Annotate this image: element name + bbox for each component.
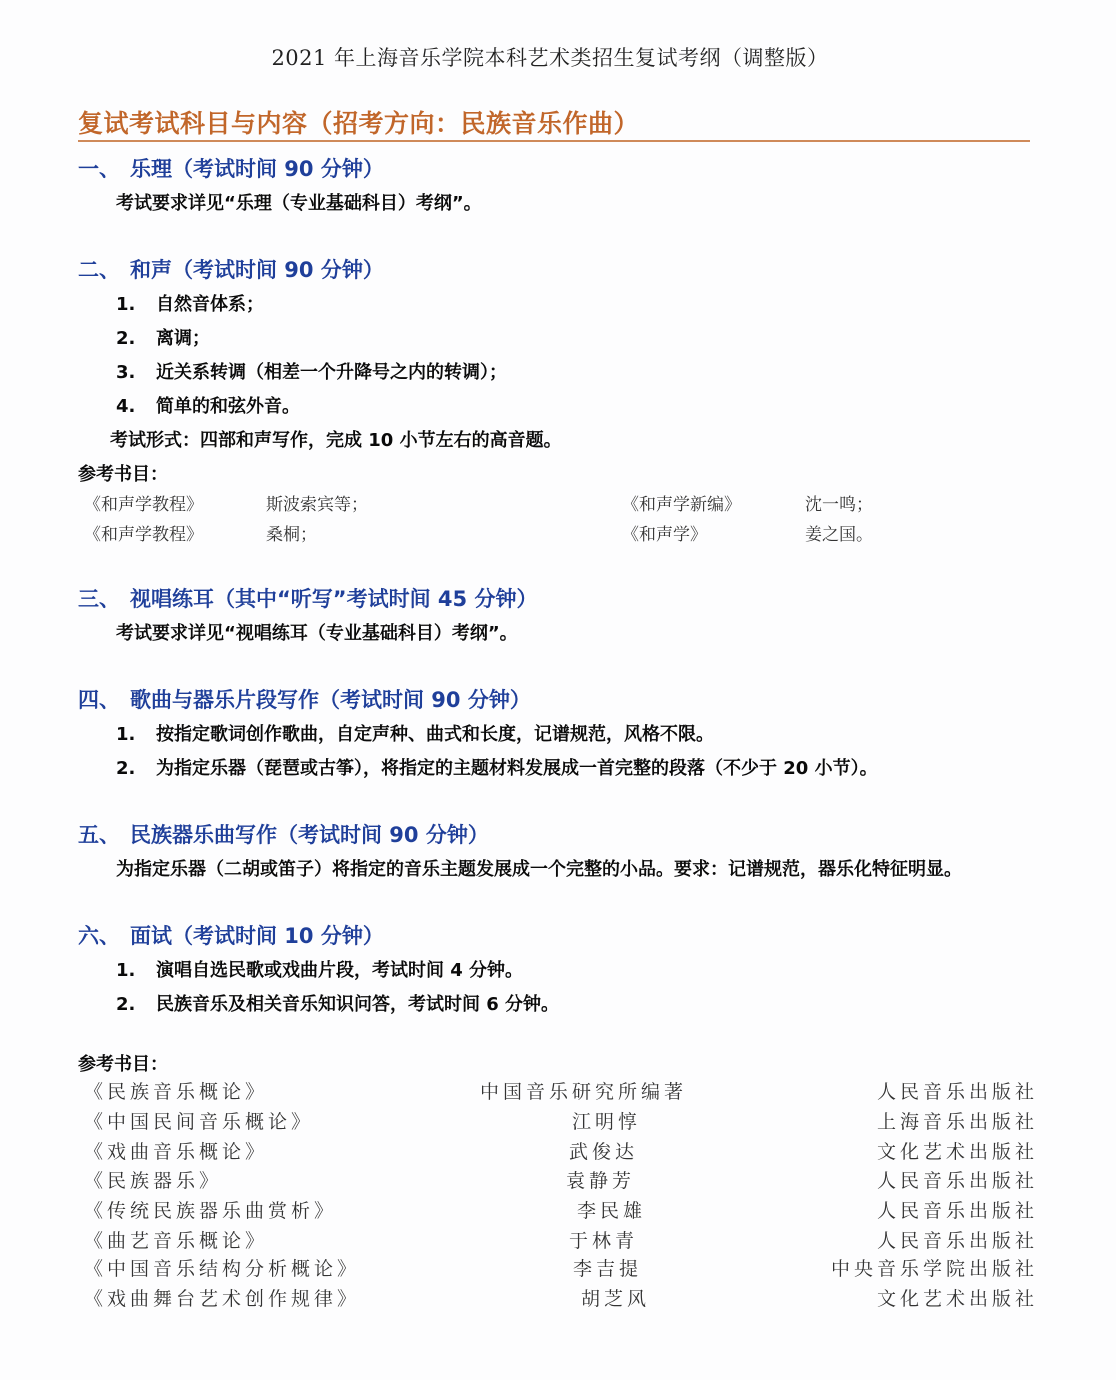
item-text: 近关系转调（相差一个升降号之内的转调）； [156, 362, 507, 383]
item-text: 为指定乐器（琵琶或古筝），将指定的主题材料发展成一首完整的段落（不少于 20 小节）。 [156, 758, 878, 779]
ref-author: 斯波索宾等； [266, 495, 368, 515]
item-number: 2. [116, 328, 136, 349]
ref-author: 姜之国。 [805, 525, 873, 545]
section-2-title [78, 254, 384, 284]
ref-book: 《中国音乐结构分析概论》 [84, 1258, 361, 1280]
section-5-title [78, 819, 489, 849]
item-number: 2. [116, 994, 136, 1015]
ref-publisher: 人民音乐出版社 [876, 1200, 1038, 1222]
ref-book: 《戏曲舞台艺术创作规律》 [84, 1288, 361, 1310]
section-title-text: 歌曲与器乐片段写作（考试时间 90 分钟） [130, 688, 531, 712]
ref-author: 武俊达 [569, 1141, 639, 1163]
list-item [116, 720, 714, 746]
ref-author: 于林青 [569, 1230, 639, 1252]
reference-label: 参考书目： [78, 464, 168, 485]
item-text: 民族音乐及相关音乐知识问答，考试时间 6 分钟。 [156, 994, 560, 1015]
ref-author: 沈一鸣； [805, 495, 873, 515]
section-4-title [78, 684, 531, 714]
section-number: 三、 [78, 587, 120, 611]
item-number: 1. [116, 960, 136, 981]
section-number: 六、 [78, 924, 120, 948]
list-item [116, 754, 878, 780]
section-title-text: 视唱练耳（其中“听写”考试时间 45 分钟） [130, 587, 538, 611]
section-1-title [78, 153, 384, 183]
section-5-text: 为指定乐器（二胡或笛子）将指定的音乐主题发展成一个完整的小品。要求：记谱规范，器乐化特征明显。 [116, 859, 962, 880]
ref-book: 《民族器乐》 [84, 1170, 223, 1192]
section-title-text: 面试（考试时间 10 分钟） [130, 924, 384, 948]
exam-form: 考试形式：四部和声写作，完成 10 小节左右的高音题。 [110, 430, 562, 451]
list-item [116, 290, 264, 316]
ref-book: 《和声学教程》 [84, 525, 203, 545]
ref-book: 《和声学教程》 [84, 495, 203, 515]
section-1-text: 考试要求详见“乐理（专业基础科目）考纲”。 [116, 193, 482, 214]
ref-publisher: 文化艺术出版社 [876, 1288, 1038, 1310]
list-item [116, 358, 507, 384]
ref-author: 江明惇 [572, 1111, 642, 1133]
ref-book: 《民族音乐概论》 [84, 1081, 269, 1103]
ref-author: 中国音乐研究所编著 [480, 1081, 688, 1103]
heading-divider [78, 140, 1030, 142]
ref-author: 胡芝风 [581, 1288, 651, 1310]
section-number: 四、 [78, 688, 120, 712]
ref-author: 李吉提 [573, 1258, 643, 1280]
item-text: 自然音体系； [156, 294, 264, 315]
section-title-text: 民族器乐曲写作（考试时间 90 分钟） [130, 823, 489, 847]
section-3-text: 考试要求详见“视唱练耳（专业基础科目）考纲”。 [116, 623, 518, 644]
main-heading: 复试考试科目与内容（招考方向：民族音乐作曲） [78, 109, 640, 138]
item-text: 离调； [156, 328, 210, 349]
ref-book: 《和声学》 [622, 525, 707, 545]
ref-author: 李民雄 [577, 1200, 647, 1222]
section-6-title [78, 920, 384, 950]
ref-book: 《曲艺音乐概论》 [84, 1230, 269, 1252]
ref-publisher: 文化艺术出版社 [876, 1141, 1038, 1163]
ref-publisher: 人民音乐出版社 [876, 1170, 1038, 1192]
item-number: 1. [116, 294, 136, 315]
section-3-title [78, 583, 537, 613]
item-text: 演唱自选民歌或戏曲片段，考试时间 4 分钟。 [156, 960, 524, 981]
ref-publisher: 人民音乐出版社 [876, 1081, 1038, 1103]
section-number: 一、 [78, 157, 120, 181]
item-text: 按指定歌词创作歌曲，自定声种、曲式和长度，记谱规范，风格不限。 [156, 724, 714, 745]
ref-book: 《中国民间音乐概论》 [84, 1111, 315, 1133]
document-title: 2021 年上海音乐学院本科艺术类招生复试考纲（调整版） [271, 46, 829, 70]
item-text: 简单的和弦外音。 [156, 396, 300, 417]
section-number: 二、 [78, 258, 120, 282]
ref-author: 桑桐； [266, 525, 317, 545]
list-item [116, 392, 300, 418]
reference-label: 参考书目： [78, 1054, 168, 1075]
ref-publisher: 上海音乐出版社 [876, 1111, 1038, 1133]
section-number: 五、 [78, 823, 120, 847]
ref-book: 《传统民族器乐曲赏析》 [84, 1200, 338, 1222]
item-number: 1. [116, 724, 136, 745]
item-number: 4. [116, 396, 136, 417]
ref-publisher: 中央音乐学院出版社 [830, 1258, 1038, 1280]
ref-publisher: 人民音乐出版社 [876, 1230, 1038, 1252]
item-number: 3. [116, 362, 136, 383]
ref-book: 《和声学新编》 [622, 495, 741, 515]
ref-book: 《戏曲音乐概论》 [84, 1141, 269, 1163]
section-title-text: 乐理（考试时间 90 分钟） [130, 157, 384, 181]
section-title-text: 和声（考试时间 90 分钟） [130, 258, 384, 282]
list-item [116, 956, 523, 982]
ref-author: 袁静芳 [566, 1170, 636, 1192]
list-item [116, 990, 559, 1016]
list-item [116, 324, 210, 350]
item-number: 2. [116, 758, 136, 779]
